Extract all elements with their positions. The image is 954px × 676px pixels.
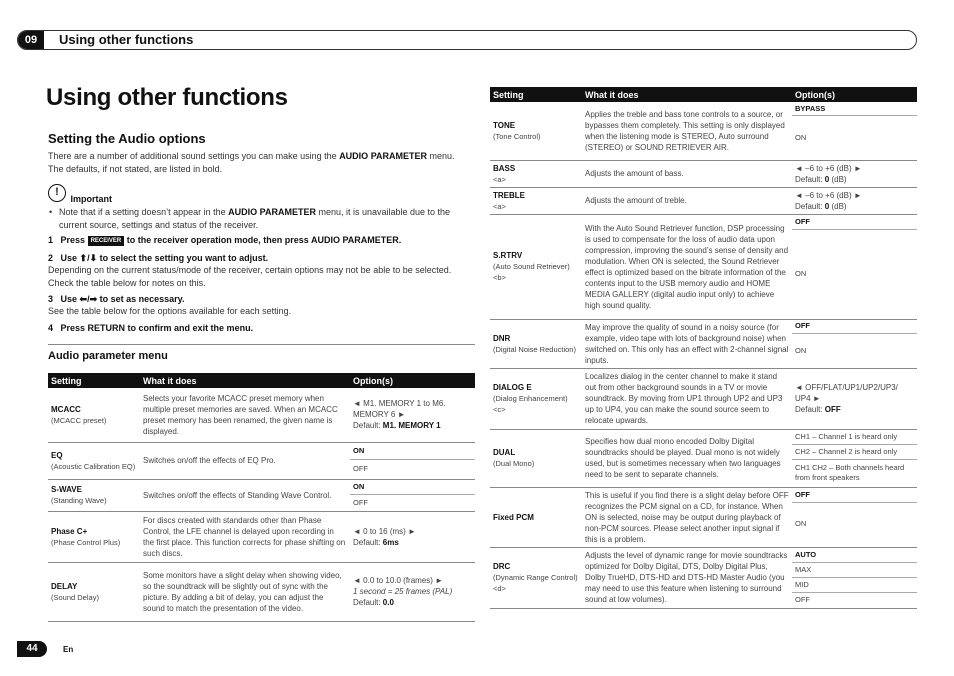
what-cell: May improve the quality of sound in a noisy source (for example, video tape with lots of background noise) when switched on. This only has an effect with 2-channel signal inputs.	[582, 319, 792, 368]
option-value: ON	[795, 519, 807, 528]
table-header	[490, 87, 917, 102]
setting-sub: (Digital Noise Reduction)	[493, 344, 576, 354]
setting-cell	[490, 214, 582, 319]
step-number: 1	[48, 235, 54, 245]
setting-name: MCACC	[51, 404, 81, 414]
setting-sub: <a>	[493, 174, 506, 184]
option-value: OFF	[795, 321, 810, 330]
page-title: Using other functions	[46, 84, 288, 111]
table-row	[48, 479, 475, 511]
setting-note: <b>	[493, 273, 506, 282]
setting-sub: (Sound Delay)	[51, 592, 99, 602]
setting-name: DRC	[493, 562, 511, 571]
table-row	[490, 547, 917, 608]
setting-name: DUAL	[493, 448, 516, 457]
important-note	[48, 206, 473, 232]
option-default: 0.0	[382, 598, 394, 607]
what-cell: Localizes dialog in the center channel to make it stand out from other background sounds in a TV or movie soundtrack. By moving from UP1 through UP2 and UP3 up to UP4, you can make the sound source seem to relocate upwards.	[582, 368, 792, 429]
what-cell: This is useful if you find there is a slight delay before OFF recognizes the PCM signal on a CD, for instance. When ON is selected, noise may be output during playback of non-PCM sources. Please select another input signal if this is a problem.	[582, 487, 792, 547]
step-text-2: to the receiver operation mode, then press AUDIO PARAMETER.	[124, 235, 402, 245]
setting-cell	[490, 160, 582, 187]
option-default: 0	[824, 174, 830, 184]
option-value: OFF	[353, 497, 368, 507]
option-cell	[792, 102, 917, 160]
option-value: AUTO	[795, 549, 817, 559]
receiver-key-icon: RECEIVER	[88, 236, 125, 246]
setting-name: DIALOG E	[493, 383, 532, 392]
option-value: ON	[795, 132, 807, 142]
setting-name: TONE	[493, 120, 516, 130]
option-default: 0	[824, 201, 830, 211]
option-cell	[350, 562, 475, 621]
chapter-title: Using other functions	[59, 32, 194, 47]
setting-name: S-WAVE	[51, 485, 82, 494]
table-row	[490, 319, 917, 368]
option-value: OFF	[353, 464, 368, 473]
option-cell	[792, 214, 917, 319]
section-intro	[48, 150, 468, 176]
table-row	[490, 368, 917, 429]
what-cell: Switches on/off the effects of EQ Pro.	[140, 442, 350, 479]
option-default-label: Default:	[795, 174, 825, 184]
step-4	[48, 323, 473, 333]
col-setting: Setting	[490, 87, 582, 102]
what-cell: Specifies how dual mono encoded Dolby Digital soundtracks should be played. Dual mono is not widely used, but is sometimes necessary when two languages need to be sent to separate channels.	[582, 429, 792, 487]
step-2	[48, 253, 473, 264]
page-number: 44	[17, 641, 47, 657]
step-1	[48, 235, 473, 246]
option-default-label: Default:	[353, 598, 383, 607]
option-value: CH1 CH2 – Both channels heard from front speakers	[795, 463, 905, 482]
step-text: Use ⬅/➡ to set as necessary.	[60, 293, 185, 304]
option-default: OFF	[824, 405, 841, 414]
chapter-header	[17, 30, 917, 50]
col-what: What it does	[140, 373, 350, 388]
setting-sub: (Dynamic Range Control)	[493, 573, 578, 582]
setting-cell	[490, 547, 582, 608]
setting-name: TREBLE	[493, 190, 525, 200]
setting-sub: (MCACC preset)	[51, 415, 107, 425]
what-cell: Adjusts the amount of bass.	[582, 160, 792, 187]
step-number: 4	[48, 322, 54, 333]
option-cell	[792, 319, 917, 368]
option-range: ◄ 0 to 16 (ms) ►	[353, 526, 416, 536]
note-text: Note that if a setting doesn’t appear in the	[59, 207, 229, 217]
intro-bold: AUDIO PARAMETER	[339, 151, 428, 161]
option-value: ON	[795, 345, 807, 355]
right-table	[490, 87, 917, 609]
option-default: M1. MEMORY 1	[382, 421, 441, 431]
step-text: Use ⬆/⬇ to select the setting you want to adjust.	[60, 252, 269, 263]
col-option: Option(s)	[792, 87, 917, 102]
option-value: ON	[353, 481, 365, 491]
setting-name: DELAY	[51, 581, 78, 591]
option-default-label: Default:	[353, 421, 383, 431]
steps-list	[48, 235, 473, 333]
setting-name: DNR	[493, 333, 511, 343]
table-row	[490, 429, 917, 487]
option-cell	[792, 547, 917, 608]
setting-cell	[48, 562, 140, 621]
table-row	[490, 102, 917, 160]
what-cell: Applies the treble and bass tone controls to a source, or bypasses them completely. This setting is only displayed when the listening mode is STEREO, Auto surround (STEREO) or SOUND RETRIEVER AIR.	[582, 102, 792, 160]
setting-sub: (Acoustic Calibration EQ)	[51, 461, 136, 471]
col-setting: Setting	[48, 373, 140, 388]
table-row	[490, 487, 917, 547]
setting-cell	[490, 368, 582, 429]
step-3-desc: See the table below for the options available for each setting.	[48, 305, 292, 316]
step-number: 2	[48, 252, 54, 263]
setting-sub: (Auto Sound Retriever)	[493, 262, 570, 271]
section-title: Setting the Audio options	[48, 131, 206, 146]
option-unit: (dB)	[829, 201, 847, 211]
divider	[48, 344, 475, 345]
setting-sub: (Phase Control Plus)	[51, 537, 121, 547]
table-row	[48, 511, 475, 562]
setting-name: BASS	[493, 163, 516, 173]
step-2-desc: Depending on the current status/mode of the receiver, certain options may not be able to be selected. Check the table below for notes on this.	[48, 264, 452, 288]
option-default-label: Default:	[353, 537, 383, 547]
intro-text: There are a number of additional sound settings you can make using the	[48, 151, 340, 161]
setting-cell	[490, 187, 582, 214]
option-value: MAX	[795, 564, 812, 574]
table-row	[490, 160, 917, 187]
menu-title: Audio parameter menu	[48, 350, 168, 362]
option-default-label: Default:	[795, 405, 825, 414]
chapter-number: 09	[18, 31, 44, 49]
option-range: ◄ M1. MEMORY 1 to M6. MEMORY 6 ►	[353, 399, 446, 420]
col-option: Option(s)	[350, 373, 475, 388]
note-bold: AUDIO PARAMETER	[228, 207, 316, 217]
important-block	[48, 184, 112, 202]
step-3	[48, 294, 473, 305]
setting-cell	[48, 388, 140, 442]
option-default-label: Default:	[795, 201, 825, 211]
option-cell	[792, 160, 917, 187]
step-number: 3	[48, 293, 54, 304]
setting-sub: (Tone Control)	[493, 131, 541, 141]
option-range: ◄ OFF/FLAT/UP1/UP2/UP3/ UP4 ►	[795, 383, 898, 403]
option-cell	[350, 388, 475, 442]
setting-cell	[490, 487, 582, 547]
left-table	[48, 373, 475, 622]
what-cell: With the Auto Sound Retriever function, DSP processing is used to compensate for the loss of audio data upon compression, improving the sound’s sense of density and modulation. When ON is selected, the Sound Retriever effect is optimized based on the bitrate information of the contents input to the USB memory audio and HOME MEDIA GALLERY (digital audio input only) to achieve high sound quality.	[582, 214, 792, 319]
option-value: OFF	[795, 216, 810, 226]
table-row	[48, 388, 475, 442]
option-range: ◄ 0.0 to 10.0 (frames) ►	[353, 576, 444, 585]
what-cell: Adjusts the amount of treble.	[582, 187, 792, 214]
option-value: OFF	[795, 595, 810, 604]
what-cell: Some monitors have a slight delay when showing video, so the soundtrack will be slightly out of sync with the picture. By adding a bit of delay, you can adjust the sound to match the presentation of the video.	[140, 562, 350, 621]
option-value: CH1 – Channel 1 is heard only	[795, 431, 898, 441]
setting-name: S.RTRV	[493, 251, 523, 260]
option-cell	[792, 429, 917, 487]
option-default: 6ms	[382, 537, 399, 547]
option-value: OFF	[795, 490, 810, 499]
table-row	[48, 562, 475, 621]
option-cell	[792, 187, 917, 214]
option-cell	[792, 368, 917, 429]
step-text: Press	[60, 235, 88, 245]
option-cell	[792, 487, 917, 547]
option-unit: (dB)	[829, 174, 847, 184]
option-value: BYPASS	[795, 103, 826, 113]
table-row	[48, 442, 475, 479]
note-text-2: menu, it is unavailable due to the current source, settings and status of the receiver.	[59, 207, 451, 230]
option-note: 1 second = 25 frames (PAL)	[353, 587, 453, 596]
what-cell: Selects your favorite MCACC preset memory when multiple preset memories are saved. When an MCACC preset memory has been renamed, the given name is displayed.	[140, 388, 350, 442]
setting-cell	[490, 319, 582, 368]
setting-name: Fixed PCM	[493, 512, 534, 522]
setting-cell	[490, 429, 582, 487]
option-range: ◄ –6 to +6 (dB) ►	[795, 190, 862, 200]
what-cell: Switches on/off the effects of Standing Wave Control.	[140, 479, 350, 511]
setting-name: EQ	[51, 450, 63, 460]
important-label: Important	[70, 194, 112, 204]
language-label: En	[63, 645, 74, 654]
setting-note: <d>	[493, 584, 506, 593]
setting-sub: (Dual Mono)	[493, 459, 535, 468]
option-cell	[350, 479, 475, 511]
setting-cell	[48, 511, 140, 562]
table-row	[490, 187, 917, 214]
intro-text-2: menu. The defaults, if not stated, are listed in bold.	[48, 151, 455, 174]
option-cell	[350, 442, 475, 479]
setting-cell	[490, 102, 582, 160]
setting-sub: <a>	[493, 201, 506, 211]
setting-sub: (Dialog Enhancement)	[493, 394, 568, 403]
option-value: ON	[795, 269, 807, 278]
setting-note: <c>	[493, 405, 506, 414]
option-value: CH2 – Channel 2 is heard only	[795, 446, 898, 456]
table-header	[48, 373, 475, 388]
setting-cell	[48, 479, 140, 511]
what-cell: Adjusts the level of dynamic range for movie soundtracks optimized for Dolby Digital, DTS, Dolby Digital Plus, Dolby TrueHD, DTS-HD and DTS-HD Master Audio (you may need to use this feature when listening to surround sound at low volumes).	[582, 547, 792, 608]
option-range: ◄ –6 to +6 (dB) ►	[795, 163, 862, 173]
col-what: What it does	[582, 87, 792, 102]
important-icon: !	[48, 184, 66, 202]
option-cell	[350, 511, 475, 562]
what-cell: For discs created with standards other than Phase Control, the LFE channel is delayed upon recording in the first place. This function corrects for phase shifting on such discs.	[140, 511, 350, 562]
step-text: Press RETURN to confirm and exit the menu.	[60, 322, 254, 333]
bullet: •	[49, 207, 53, 217]
setting-cell	[48, 442, 140, 479]
setting-sub: (Standing Wave)	[51, 496, 107, 505]
table-row	[490, 214, 917, 319]
option-value: ON	[353, 445, 365, 455]
setting-name: Phase C+	[51, 526, 88, 536]
option-value: MID	[795, 579, 809, 589]
